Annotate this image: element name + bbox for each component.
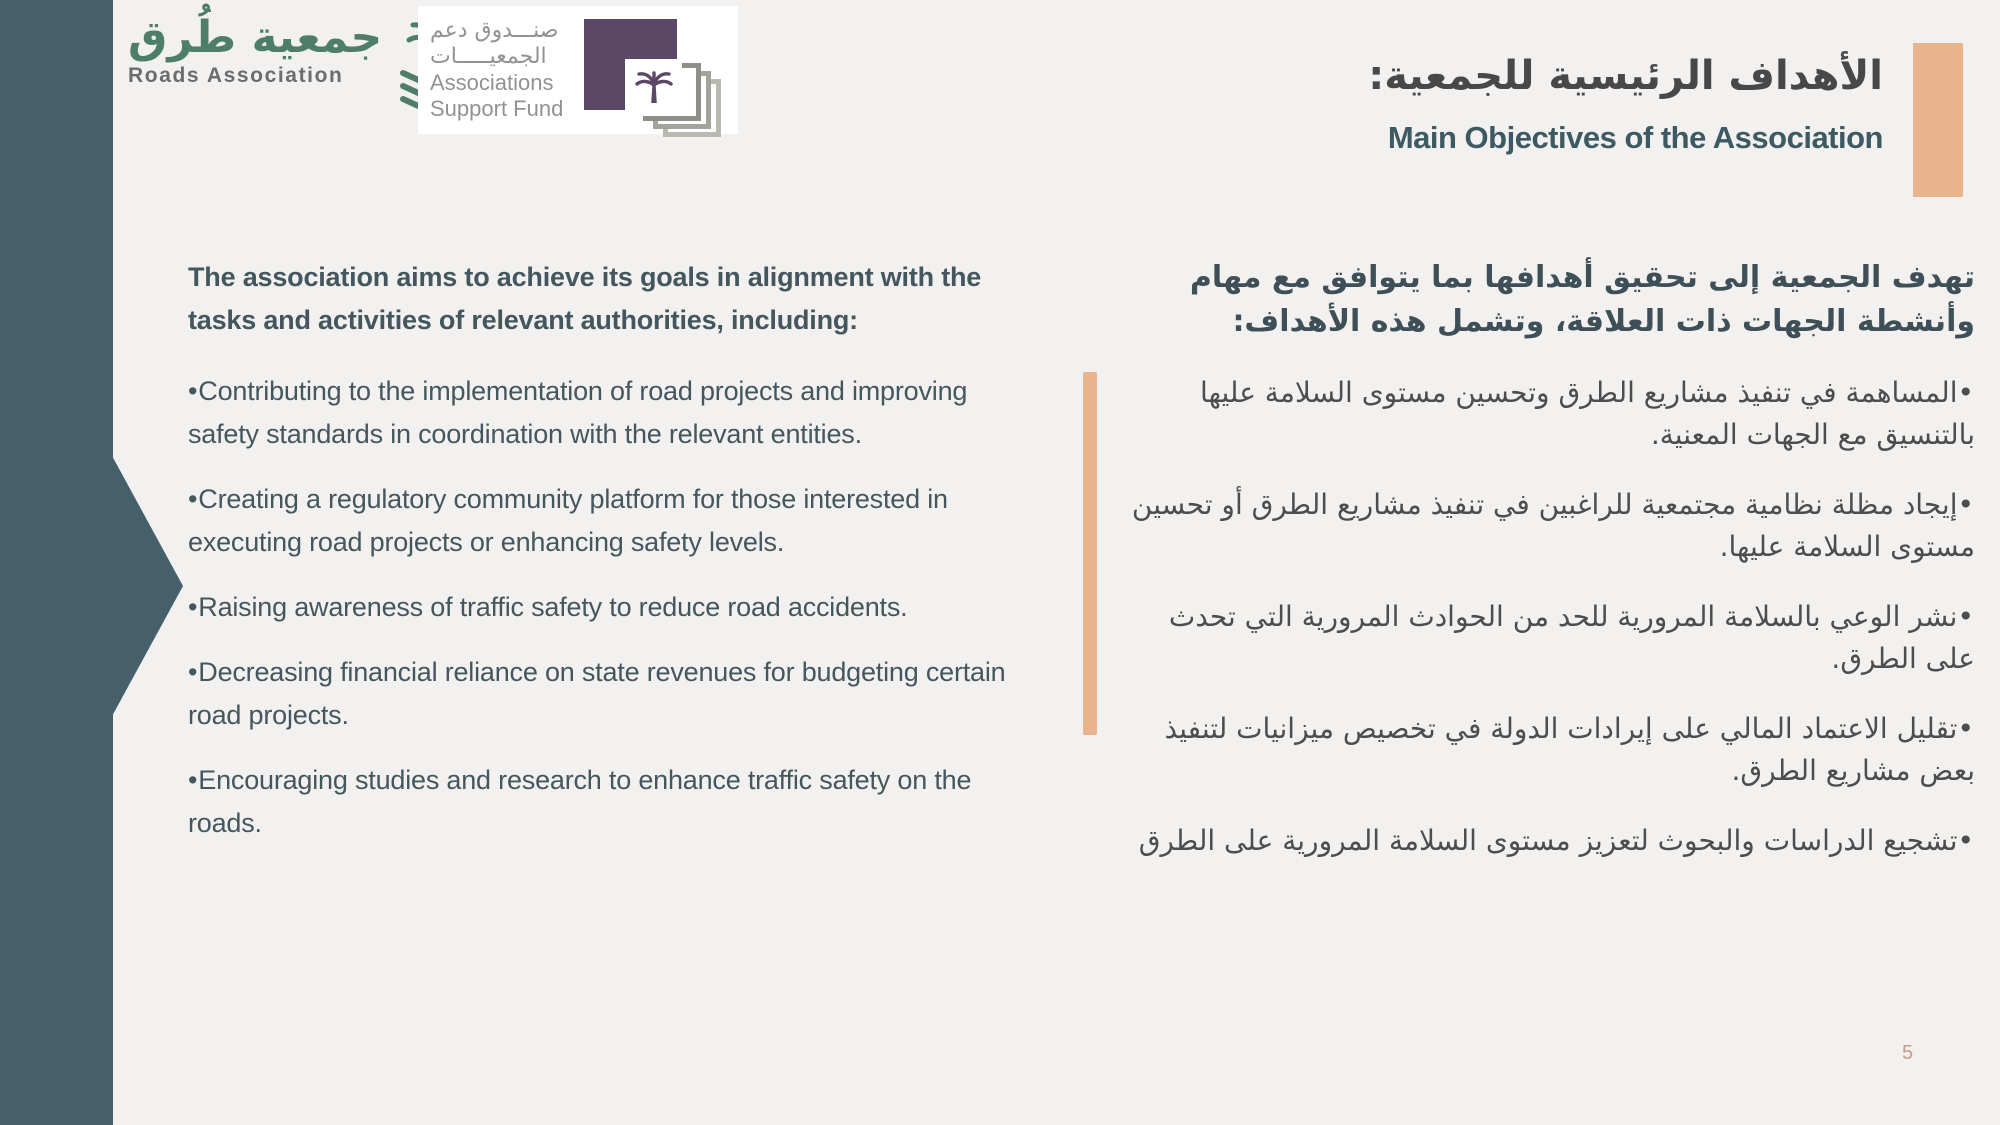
english-bullet-item [188, 586, 1033, 629]
roads-association-english-name: Roads Association [128, 64, 344, 88]
title-accent-bar [1913, 43, 1963, 197]
english-bullet-item [188, 759, 1033, 845]
asf-arabic-line1: صنـــدوق دعم [430, 18, 559, 44]
bullet-marker: • [1957, 376, 1974, 409]
slide-title-english: Main Objectives of the Association [1387, 120, 1883, 155]
english-bullet-item [188, 478, 1033, 564]
roads-association-arabic-name: جمعية طُرق [128, 12, 383, 63]
arabic-bullet-item [1113, 820, 1975, 862]
asf-english-line2: Support Fund [430, 95, 564, 121]
bullet-marker: • [188, 657, 198, 687]
left-side-band [0, 0, 113, 1125]
bullet-marker: • [1957, 712, 1974, 745]
bullet-marker: • [188, 376, 198, 406]
column-divider-bar [1083, 372, 1097, 735]
english-bullet-text: Decreasing financial reliance on state revenues for budgeting certain road projects. [188, 657, 1006, 730]
bullet-marker: • [1957, 488, 1974, 521]
arabic-objectives-column [1113, 256, 1975, 890]
bullet-marker: • [1957, 824, 1974, 857]
arabic-bullet-text: نشر الوعي بالسلامة المرورية للحد من الحوادث المرورية التي تحدث على الطرق. [1168, 600, 1975, 675]
arabic-bullet-text: المساهمة في تنفيذ مشاريع الطرق وتحسين مستوى السلامة عليها بالتنسيق مع الجهات المعنية. [1200, 376, 1975, 451]
slide-title-block [1368, 52, 1883, 156]
chevron-right-shape [111, 454, 186, 720]
palm-icon [633, 67, 675, 109]
english-bullet-text: Raising awareness of traffic safety to reduce road accidents. [198, 592, 908, 622]
arabic-bullet-text: إيجاد مظلة نظامية مجتمعية للراغبين في تنفيذ مشاريع الطرق أو تحسين مستوى السلامة عليها. [1131, 488, 1975, 563]
english-bullet-item [188, 370, 1033, 456]
arabic-bullet-item [1113, 708, 1975, 792]
english-intro-text: The association aims to achieve its goals in alignment with the tasks and activities of relevant authorities, including: [188, 262, 982, 335]
arabic-bullet-item [1113, 484, 1975, 568]
arabic-bullet-text: تقليل الاعتماد المالي على إيرادات الدولة في تخصيص ميزانيات لتنفيذ بعض مشاريع الطرق. [1164, 712, 1975, 787]
asf-english-line1: Associations [430, 70, 554, 95]
arabic-bullet-item [1113, 596, 1975, 680]
arabic-bullet-item [1113, 372, 1975, 456]
english-bullet-list [188, 370, 1033, 845]
asf-arabic-line2: الجمعيـــــات [430, 44, 547, 70]
bullet-marker: • [1957, 600, 1974, 633]
asf-logo-text [430, 18, 563, 122]
english-objectives-column [188, 256, 1033, 867]
arabic-bullet-list [1113, 372, 1975, 862]
bullet-marker: • [188, 765, 198, 795]
asf-logo-mark [577, 9, 727, 131]
english-bullet-text: Contributing to the implementation of road projects and improving safety standards in coordination with the relevant entities. [188, 376, 968, 449]
white-square-icon [625, 59, 682, 116]
english-bullet-text: Encouraging studies and research to enhance traffic safety on the roads. [188, 765, 972, 838]
roads-association-logo-text [128, 14, 382, 88]
associations-support-fund-logo [418, 6, 738, 134]
slide-title-arabic: الأهداف الرئيسية للجمعية: [1368, 53, 1883, 99]
english-bullet-text: Creating a regulatory community platform for those interested in executing road projects or enhancing safety levels. [188, 484, 948, 557]
arabic-bullet-text: تشجيع الدراسات والبحوث لتعزيز مستوى السلامة المرورية على الطرق [1138, 824, 1958, 857]
bullet-marker: • [188, 592, 198, 622]
page-number: 5 [1902, 1042, 1914, 1064]
bullet-marker: • [188, 484, 198, 514]
arabic-intro-text: تهدف الجمعية إلى تحقيق أهدافها بما يتوافق مع مهام وأنشطة الجهات ذات العلاقة، وتشمل هذه الأهداف: [1189, 260, 1975, 339]
english-bullet-item [188, 651, 1033, 737]
